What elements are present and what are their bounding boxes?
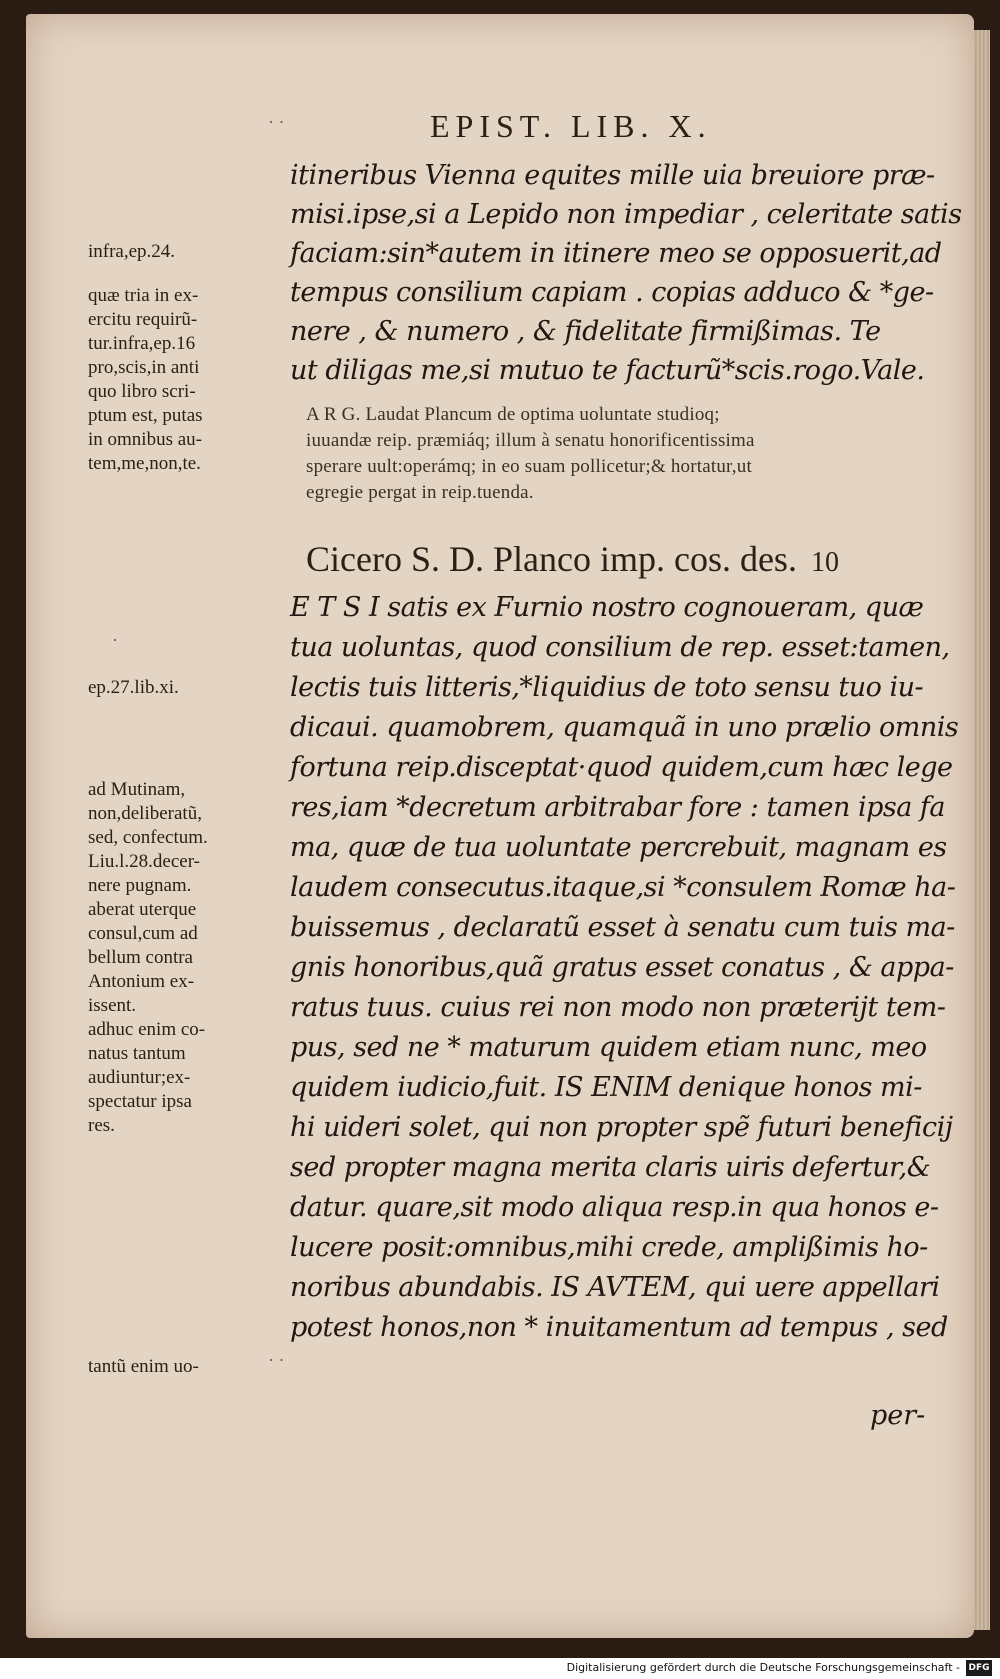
body-line: tempus consilium capiam . copias adduco & *ge- [290, 277, 934, 308]
margin-note-line: adhuc enim co- [88, 1019, 206, 1040]
margin-note-line: in omnibus au- [88, 429, 202, 450]
body-line: ratus tuus. cuius rei non modo non præterijt tem- [290, 992, 946, 1023]
margin-note-line: audiuntur;ex- [88, 1067, 191, 1088]
margin-note-line: quo libro scri- [88, 381, 196, 402]
margin-note-line: ercitu requirũ- [88, 309, 198, 330]
margin-note-line: issent. [88, 995, 137, 1016]
margin-note-line: spectatur ipsa [88, 1091, 192, 1112]
margin-note-line: sed, confectum. [88, 827, 208, 848]
margin-note-line: Liu.l.28.decer- [88, 851, 200, 872]
margin-note-line: pro,scis,in anti [88, 357, 200, 378]
dfg-logo: DFG [966, 1660, 992, 1676]
letter-heading [306, 538, 946, 580]
body-line: ut diligas me,si mutuo te facturũ*scis.rogo.Vale. [290, 355, 925, 386]
body-line: nere , & numero , & fidelitate firmißimas. Te [290, 316, 881, 347]
running-head: EPIST. LIB. X. [430, 108, 712, 144]
margin-note-line: ep.27.lib.xi. [88, 677, 179, 698]
ornament-dots: · · [268, 112, 285, 132]
body-line: potest honos,non * inuitamentum ad tempus , sed [290, 1312, 948, 1343]
body-line: res,iam *decretum arbitrabar fore : tamen ipsa fa [290, 792, 946, 823]
body-line: tua uoluntas, quod consilium de rep. esset:tamen, [290, 632, 950, 663]
margin-note [88, 240, 284, 264]
body-line: fortuna reip.disceptat·quod quidem,cum hæc lege [290, 752, 953, 783]
margin-note-line: nere pugnam. [88, 875, 192, 896]
margin-note-line: consul,cum ad [88, 923, 198, 944]
margin-note-line: natus tantum [88, 1043, 186, 1064]
body-line: laudem consecutus.itaque,si *consulem Romæ ha- [290, 872, 956, 903]
margin-note-line: Antonium ex- [88, 971, 195, 992]
body-line: misi.ipse,si a Lepido non impediar , celeritate satis [290, 199, 962, 230]
argument-line: iuuandæ reip. præmiáq; illum à senatu honorificentissima [306, 430, 755, 451]
body-line: faciam:sin*autem in itinere meo se opposuerit,ad [290, 238, 942, 269]
heading-text: Cicero S. D. Planco imp. cos. des. [306, 539, 797, 579]
body-line: sed propter magna merita claris uiris defertur,& [290, 1152, 931, 1183]
margin-note-line: quæ tria in ex- [88, 285, 199, 306]
ornament-dots: · [112, 630, 118, 650]
body-line: datur. quare,sit modo aliqua resp.in qua honos e- [290, 1192, 939, 1223]
argument-line: sperare uult:operámq; in eo suam pollicetur;& hortatur,ut [306, 456, 752, 477]
page-edge [974, 30, 990, 1630]
body-line: quidem iudicio,fuit. IS ENIM denique honos mi- [290, 1072, 922, 1103]
catchword: per- [870, 1400, 926, 1431]
margin-note-line: tem,me,non,te. [88, 453, 201, 474]
letter-number: 10 [810, 547, 839, 578]
body-line: buissemus , declaratũ esset à senatu cum tuis ma- [290, 912, 955, 943]
body-line: ma, quæ de tua uoluntate percrebuit, magnam es [290, 832, 947, 863]
margin-note-line: tur.infra,ep.16 [88, 333, 196, 354]
body-line: dicaui. quamobrem, quamquã in uno prælio omnis [290, 712, 959, 743]
body-line: hi uideri solet, qui non propter spẽ futuri beneficij [290, 1112, 953, 1143]
argument-line: egregie pergat in reip.tuenda. [306, 482, 534, 503]
body-line: pus, sed ne * maturum quidem etiam nunc, meo [290, 1032, 927, 1063]
margin-note-line: res. [88, 1115, 115, 1136]
ornament-dots: · · [268, 1350, 285, 1370]
margin-note-line: ptum est, putas [88, 405, 203, 426]
margin-note [88, 284, 284, 476]
margin-note [88, 778, 284, 1138]
margin-note-line: bellum contra [88, 947, 193, 968]
funding-notice: Digitalisierung gefördert durch die Deutsche Forschungsgemeinschaft - [566, 1661, 960, 1674]
margin-note-line: non,deliberatũ, [88, 803, 202, 824]
margin-note-line: infra,ep.24. [88, 241, 176, 262]
body-line: lucere posit:omnibus,mihi crede, amplißimis ho- [290, 1232, 928, 1263]
body-line: lectis tuis litteris,*liquidius de toto sensu tuo iu- [290, 672, 924, 703]
margin-note [88, 676, 284, 700]
margin-note-line: tantũ enim uo- [88, 1356, 199, 1377]
body-line: itineribus Vienna equites mille uia breuiore præ- [290, 160, 935, 191]
body-line: E T S I satis ex Furnio nostro cognoueram, quæ [290, 592, 924, 623]
margin-note-line: aberat uterque [88, 899, 197, 920]
body-line: gnis honoribus,quã gratus esset conatus , & appa- [290, 952, 954, 983]
margin-note [88, 1355, 284, 1379]
argument-line: A R G. Laudat Plancum de optima uoluntate studioq; [306, 404, 720, 425]
margin-note-line: ad Mutinam, [88, 779, 186, 800]
body-line: noribus abundabis. IS AVTEM, qui uere appellari [290, 1272, 940, 1303]
